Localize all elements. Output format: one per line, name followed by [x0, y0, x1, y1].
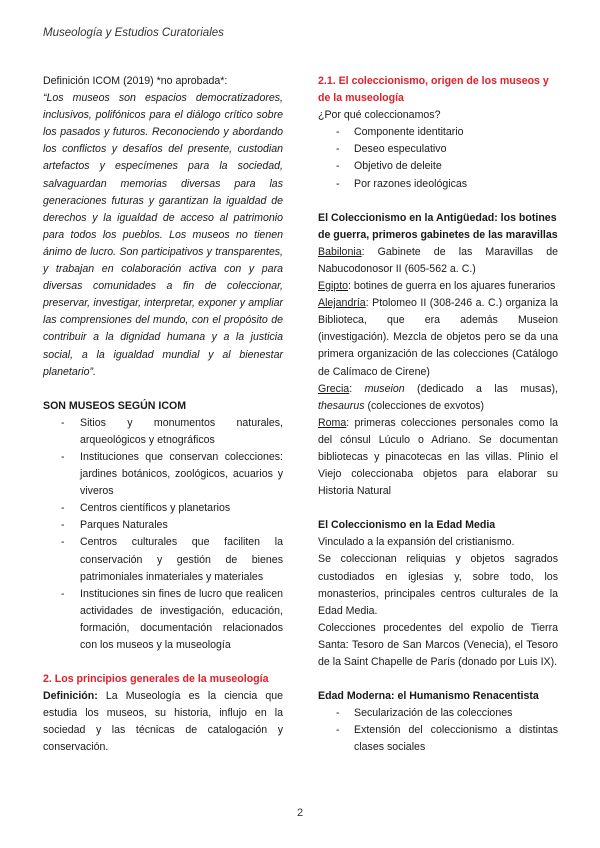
list-item: - Parques Naturales — [43, 517, 283, 534]
page-number: 2 — [296, 807, 304, 819]
roma-label: Roma — [318, 416, 347, 429]
list-item: - Extensión del coleccionismo a distintas clases sociales — [318, 722, 558, 756]
antiguedad-heading: El Coleccionismo en la Antigüedad: los botines de guerra, primeros gabinetes de las maravillas — [318, 211, 558, 241]
definition-label: Definición: — [43, 690, 98, 703]
edad-media-heading: El Coleccionismo en la Edad Media — [318, 519, 496, 532]
list-item: - Por razones ideológicas — [318, 176, 558, 193]
grecia-mid: (dedicado a las musas), — [404, 382, 558, 395]
museos-heading: SON MUSEOS SEGÚN ICOM — [43, 399, 187, 412]
moderna-list — [318, 705, 558, 756]
question: ¿Por qué coleccionamos? — [318, 109, 441, 122]
thesaurus-term: thesaurus — [318, 399, 365, 412]
alejandria-entry — [318, 295, 558, 380]
section-2-1-heading: 2.1. El coleccionismo, origen de los museos y de la museología — [318, 75, 549, 105]
egipto-label: Egipto — [318, 280, 349, 293]
list-item: - Instituciones que conservan colecciones: jardines botánicos, zoológicos, acuarios y viveros — [43, 449, 283, 500]
list-item: - Componente identitario — [318, 124, 558, 141]
reasons-list — [318, 124, 558, 192]
egipto-entry — [318, 278, 558, 295]
museos-list — [43, 415, 283, 654]
grecia-entry — [318, 381, 558, 415]
section-2-heading: 2. Los principios generales de la museología — [43, 673, 269, 686]
right-column — [318, 73, 558, 756]
edad-media-p1: Vinculado a la expansión del cristianismo. — [318, 536, 515, 549]
icom-quote: “Los museos son espacios democratizadores, inclusivos, polifónicos para el diálogo crítico sobre los pasados y futuros. Reconociendo y abordando los conflictos y desafíos del presente, custodian artefactos y especímenes para la sociedad, salvaguardan memorias diversas para las generaciones futuras y garantizan la igualdad de derechos y la igualdad de acceso al patrimonio para todos los pueblos. Los museos no tienen ánimo de lucro. Son participativos y transparentes, y trabajan en colaboración activa con y para diversas comunidades a fin de coleccionar, preservar, investigar, interpretar, exponer y ampliar las comprensiones del mundo, con el propósito de contribuir a la dignidad humana y a la justicia social, a la igualdad mundial y al bienestar planetario”. — [43, 92, 283, 378]
list-item: - Secularización de las colecciones — [318, 705, 558, 722]
alejandria-label: Alejandría — [318, 297, 366, 310]
babilonia-label: Babilonia — [318, 245, 362, 258]
left-column — [43, 73, 283, 757]
edad-media-p3: Colecciones procedentes del expolio de Tierra Santa: Tesoro de San Marcos (Venecia), el Tesoro de la Saint Chapelle de París (donado por Luis IX). — [318, 621, 558, 668]
list-item: - Centros científicos y planetarios — [43, 500, 283, 517]
roma-text: : primeras colecciones personales como la del cónsul Lúculo o Adriano. Se documentan bibliotecas y pinacotecas en las villas. Plinio el Viejo coleccionaba objetos para elaborar su Historia Natural — [318, 416, 558, 498]
definition-title: Definición ICOM (2019) *no aprobada*: — [43, 75, 228, 87]
section-2-definition — [43, 688, 283, 756]
museion-term: museion — [364, 382, 405, 395]
list-item: - Sitios y monumentos naturales, arqueológicos y etnográficos — [43, 415, 283, 449]
grecia-label: Grecia — [318, 382, 350, 395]
list-item: - Deseo especulativo — [318, 141, 558, 158]
grecia-sep: : — [349, 382, 365, 395]
edad-media-p2: Se coleccionan reliquias y objetos sagrados custodiados en iglesias y, sobre todo, los monasterios, principales centros culturales de la Edad Media. — [318, 553, 558, 617]
alejandria-text: : Ptolomeo II (308-246 a. C.) organiza la Biblioteca, que era además Museion (investigación). Mezcla de objetos pero se da una primera organización de las colecciones (Catálogo de Calímaco de Cirene) — [318, 297, 558, 378]
grecia-post: (colecciones de exvotos) — [364, 399, 485, 412]
list-item: - Objetivo de deleite — [318, 158, 558, 175]
list-item: - Instituciones sin fines de lucro que realicen actividades de investigación, educación, formación, documentación relacionados con los museos y la museología — [43, 586, 283, 654]
babilonia-text: : Gabinete de las Maravillas de Nabucodonosor II (605-562 a. C.) — [318, 245, 558, 275]
egipto-text: : botines de guerra en los ajuares funerarios — [348, 280, 556, 293]
list-item: - Centros culturales que faciliten la conservación y gestión de bienes patrimoniales inmateriales y materiales — [43, 534, 283, 585]
babilonia-entry — [318, 244, 558, 278]
roma-entry — [318, 415, 558, 500]
edad-moderna-heading: Edad Moderna: el Humanismo Renacentista — [318, 690, 539, 703]
running-header: Museología y Estudios Curatoriales — [43, 27, 224, 39]
definition-text: La Museología es la ciencia que estudia los museos, su historia, influjo en la sociedad y las técnicas de catalogación y conservación. — [43, 690, 283, 754]
